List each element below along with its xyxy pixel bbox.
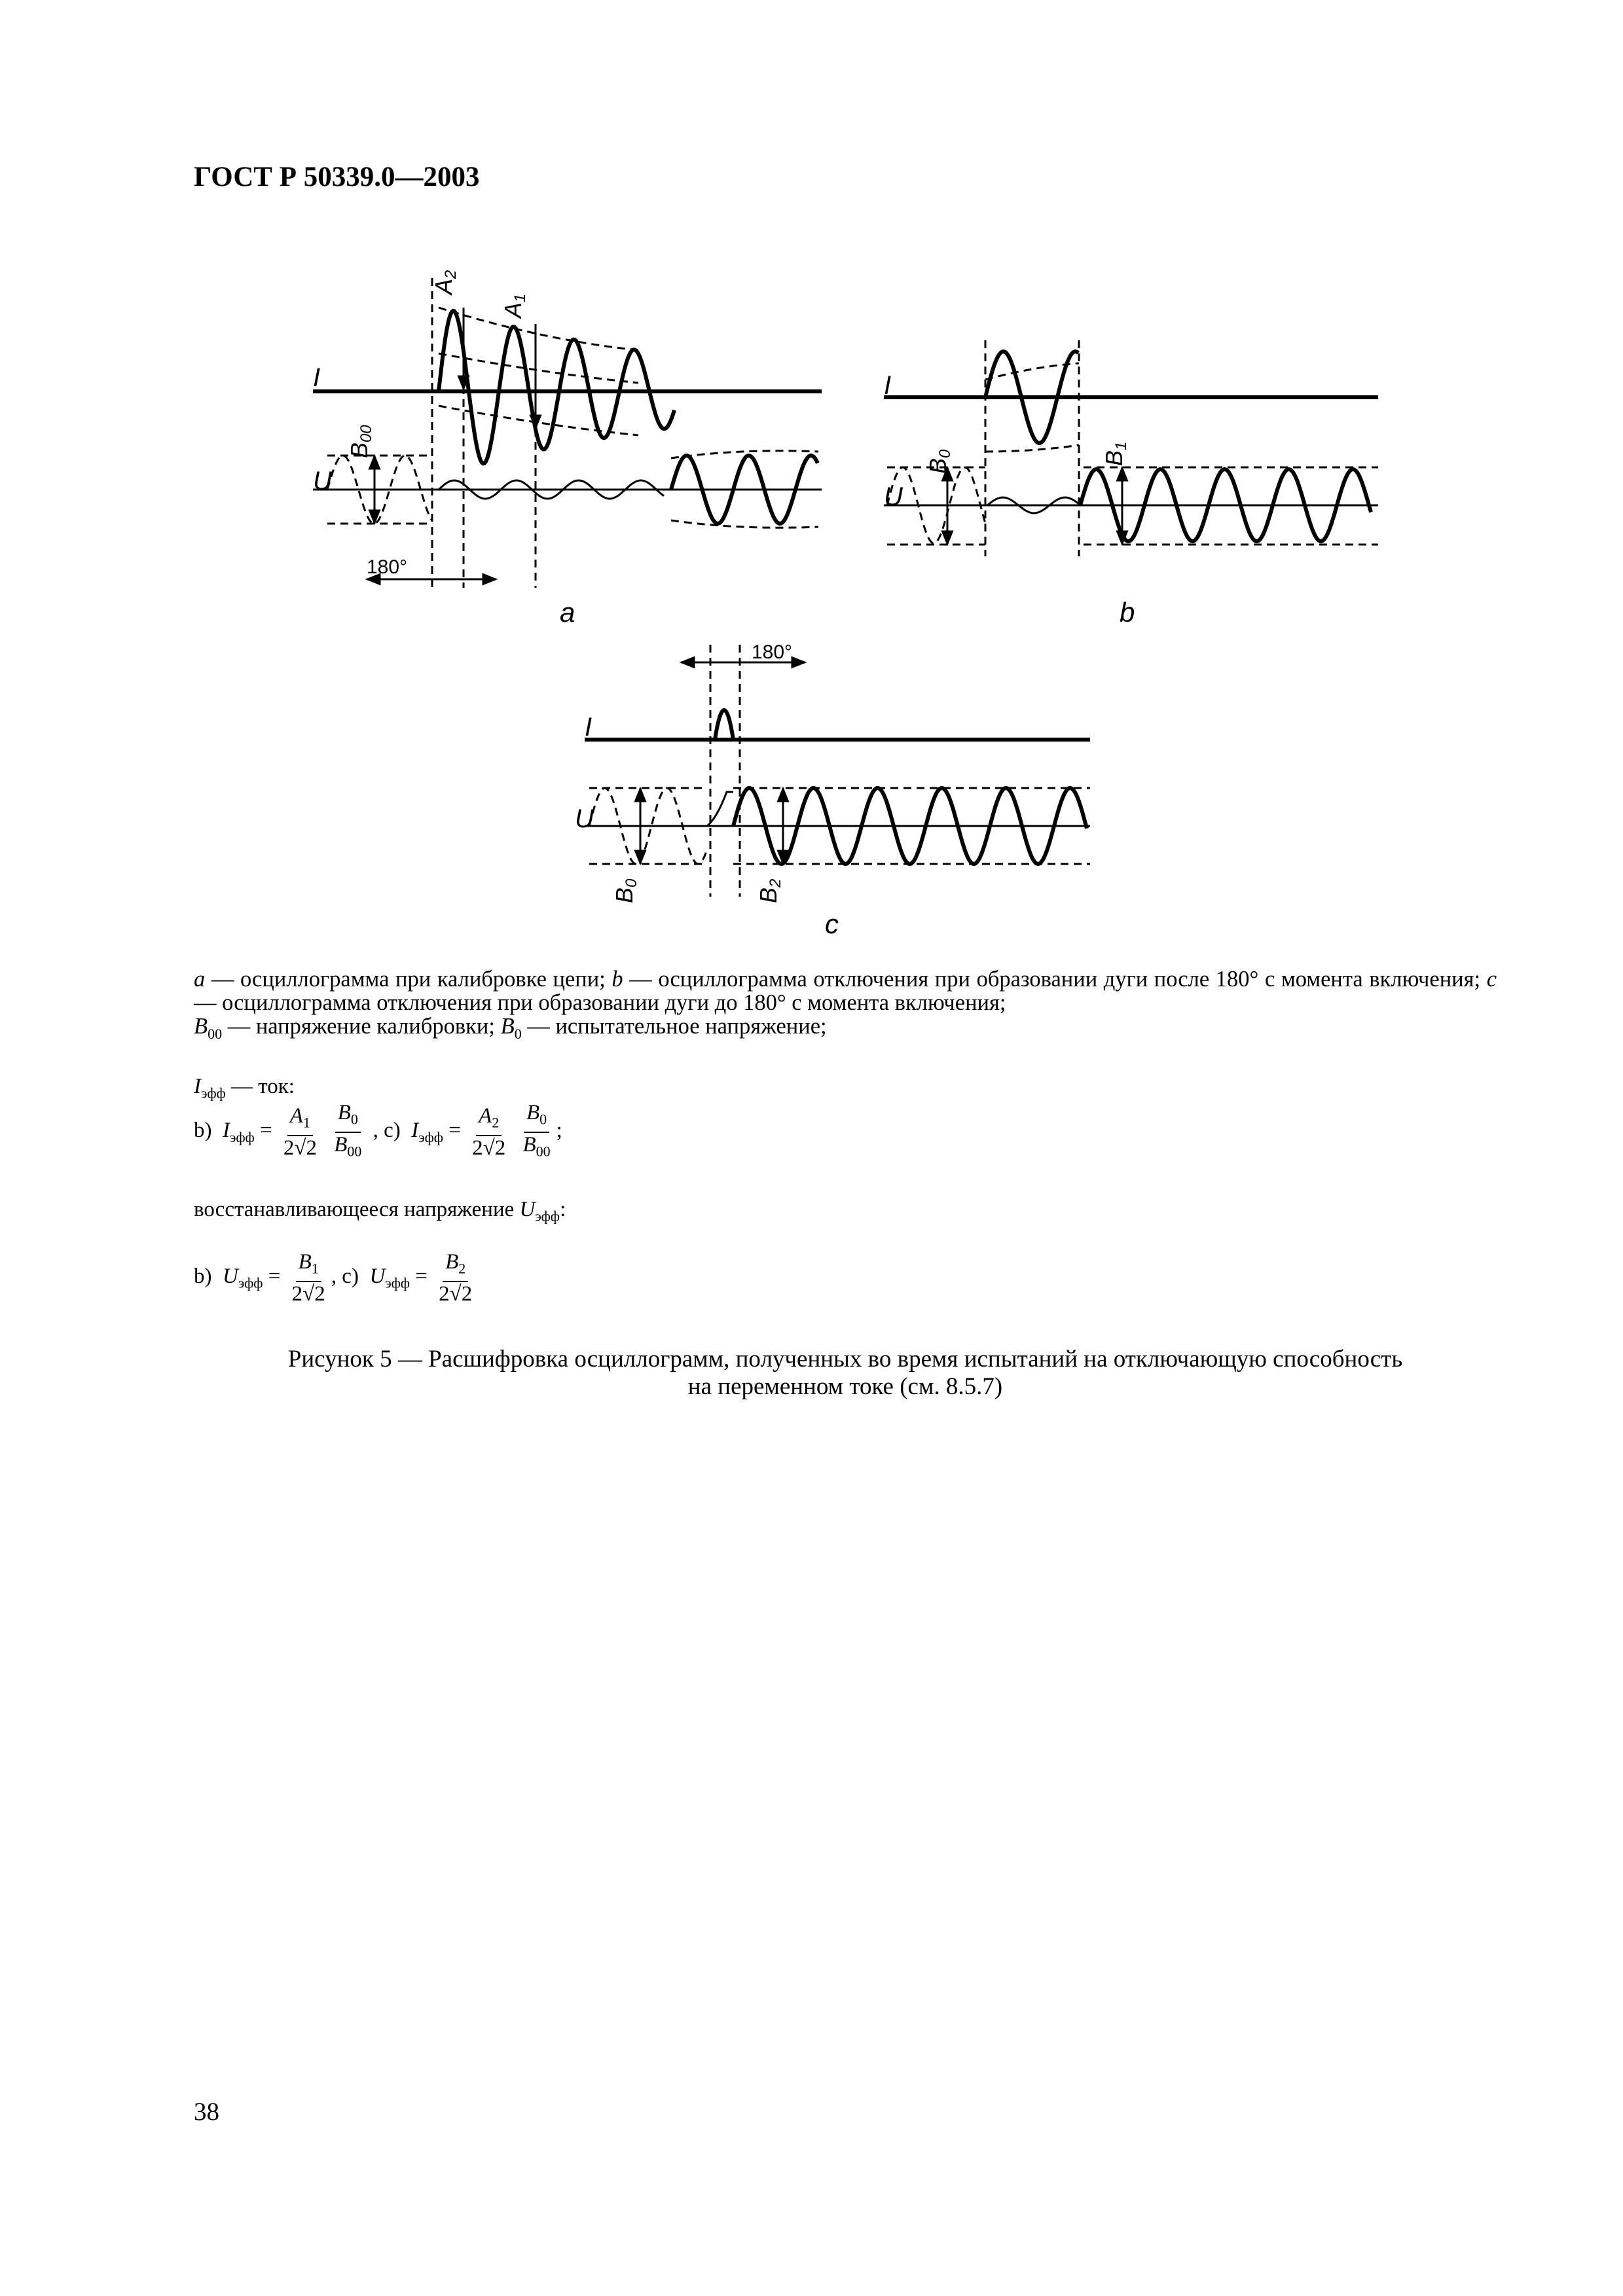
angle-label-a: 180° xyxy=(367,556,408,578)
svg-text:B2: B2 xyxy=(755,878,784,903)
key-c: c xyxy=(1486,967,1497,992)
document-header: ГОСТ Р 50339.0—2003 xyxy=(194,162,480,192)
angle-label-c: 180° xyxy=(752,641,793,663)
fraction-B0-B00-b: $\frac{B_0}{B_{00}}$ xyxy=(334,1101,362,1160)
fraction-A1: $\frac{A_1}{2√2}$ xyxy=(283,1104,317,1160)
panel-label-c: c xyxy=(825,908,839,939)
recovery-env-lower-a xyxy=(671,520,818,528)
figure-title xyxy=(194,1346,1497,1401)
envelope-lower-b xyxy=(985,445,1079,452)
current-intro: $I_{эфф}$ — ток: xyxy=(194,1075,295,1102)
svg-text:B0: B0 xyxy=(611,878,640,903)
page-number: 38 xyxy=(194,2098,219,2126)
figure-title-line-1: Рисунок 5 — Расшифровка осциллограмм, полученных во время испытаний на отключающую способность xyxy=(287,1346,1403,1372)
label-I-b: I xyxy=(884,371,892,400)
label-A1 xyxy=(500,294,529,319)
figure-title-line-2: на переменном токе (см. 8.5.7) xyxy=(687,1373,1003,1400)
svg-text:B0: B0 xyxy=(924,449,954,474)
panel-label-a: a xyxy=(560,597,575,628)
svg-text:A1: A1 xyxy=(500,293,529,318)
label-U-c: U xyxy=(575,804,594,833)
legend-line-1: a — осциллограмма при калибровке цепи; b — осциллограмма отключения при образовании дуги после 180° с момента включения; c — осциллограмма отключения при образовании дуги до 180° с момента включения; xyxy=(194,967,1497,1015)
label-B00 xyxy=(346,425,375,458)
label-I-c: I xyxy=(585,713,593,742)
fraction-B2: $\frac{B_2}{2√2}$ xyxy=(439,1250,473,1306)
label-B0-b xyxy=(924,449,954,474)
envelope-upper-a xyxy=(439,308,638,350)
current-formula: b) $I_{эфф}$ = $\frac{A_1}{2√2}$ $\frac{B_0}{B_{00}}$ , c) $I_{эфф}$ = $\frac{A_2}{2√2}$ $\frac{B_0}{B_{00}}$ ; xyxy=(194,1101,562,1163)
label-U-b: U xyxy=(884,482,903,511)
fraction-A2: $\frac{A_2}{2√2}$ xyxy=(472,1104,506,1160)
voltage-formula: b) $U_{эфф}$ = $\frac{B_1}{2√2}$ , c) $U_{эфф}$ = $\frac{B_2}{2√2}$ xyxy=(194,1250,478,1306)
label-B1 xyxy=(1101,442,1130,466)
key-b: b xyxy=(611,967,623,992)
label-B2 xyxy=(755,879,784,903)
svg-text:A2: A2 xyxy=(430,270,460,295)
label-U-a: U xyxy=(313,467,332,495)
current-wave-a xyxy=(439,311,674,463)
figure-legend xyxy=(194,967,1497,1046)
legend-line-2: $B_{00}$ — напряжение калибровки; $B_0$ — испытательное напряжение; xyxy=(194,1014,827,1042)
voltage-intro: восстанавливающееся напряжение $U_{эфф}$: xyxy=(194,1198,566,1225)
label-I-a: I xyxy=(313,363,321,392)
fraction-B0-B00-c: $\frac{B_0}{B_{00}}$ xyxy=(522,1101,551,1160)
svg-text:B1: B1 xyxy=(1101,441,1130,466)
svg-text:B00: B00 xyxy=(346,425,375,458)
fraction-B1: $\frac{B_1}{2√2}$ xyxy=(291,1250,325,1306)
oscillogram-traces xyxy=(313,278,1378,897)
key-a: a xyxy=(194,967,206,992)
oscillogram-figure xyxy=(0,0,1623,969)
panel-label-b: b xyxy=(1120,597,1135,628)
current-pulse-c xyxy=(707,710,740,740)
label-B0-c xyxy=(611,878,640,903)
label-A2 xyxy=(430,270,460,296)
